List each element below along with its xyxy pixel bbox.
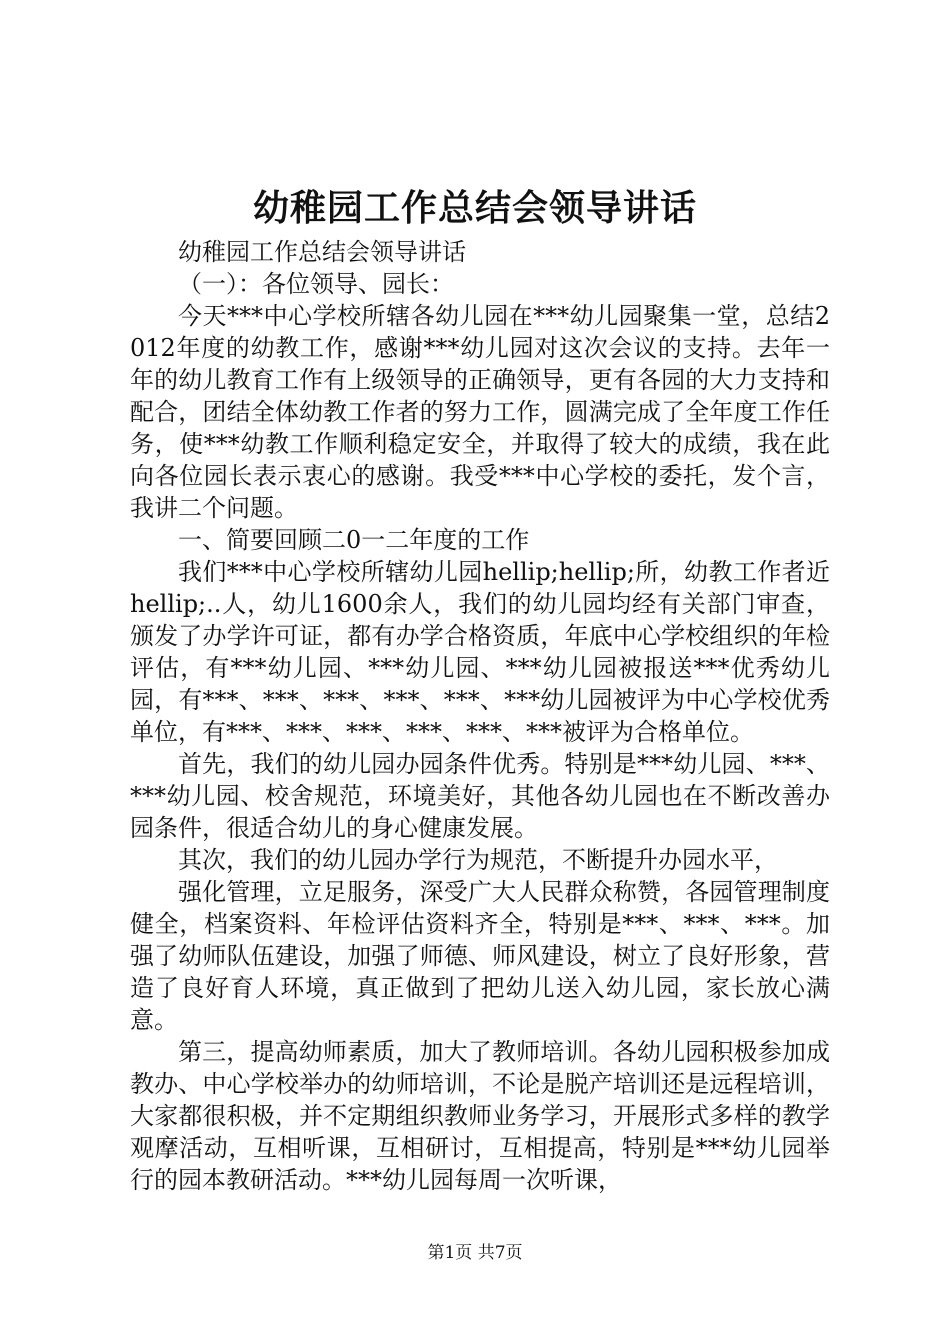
document-body	[130, 236, 830, 1196]
intro-paragraph: 今天***中心学校所辖各幼儿园在***幼儿园聚集一堂，总结2012年度的幼教工作，感谢***幼儿园对这次会议的支持。去年一年的幼儿教育工作有上级领导的正确领导，更有各园的大力支持和配合，团结全体幼教工作者的努力工作，圆满完成了全年度工作任务，使***幼教工作顺利稳定安全，并取得了较大的成绩，我在此向各位园长表示衷心的感谢。我受***中心学校的委托，发个言，我讲二个问题。	[130, 302, 830, 522]
management-paragraph: 强化管理，立足服务，深受广大人民群众称赞，各园管理制度健全，档案资料、年检评估资料齐全，特别是***、***、***。加强了幼师队伍建设，加强了师德、师风建设，树立了良好形象，营造了良好育人环境，真正做到了把幼儿送入幼儿园，家长放心满意。	[130, 878, 830, 1034]
document-title: 幼稚园工作总结会领导讲话	[252, 187, 697, 229]
third-point-paragraph: 第三，提高幼师素质，加大了教师培训。各幼儿园积极参加成教办、中心学校举办的幼师培训，不论是脱产培训还是远程培训，大家都很积极，并不定期组织教师业务学习，开展形式多样的教学观摩活动，互相听课，互相研讨，互相提高，特别是***幼儿园举行的园本教研活动。***幼儿园每周一次听课，	[130, 1038, 830, 1194]
salutation-paragraph: （一）：各位领导、园长：	[178, 270, 454, 298]
overview-paragraph: 我们***中心学校所辖幼儿园hellip;hellip;所，幼教工作者近hellip;..人，幼儿1600余人，我们的幼儿园均经有关部门审查，颁发了办学许可证，都有办学合格资质，年底中心学校组织的年检评估，有***幼儿园、***幼儿园、***幼儿园被报送***优秀幼儿园，有***、***、***、***、***、***幼儿园被评为中心学校优秀单位，有***、***、***、***、***、***被评为合格单位。	[130, 558, 830, 746]
second-point-paragraph: 其次，我们的幼儿园办学行为规范，不断提升办园水平，	[178, 846, 778, 874]
section-heading: 一、简要回顾二0一二年度的工作	[178, 526, 530, 554]
first-point-paragraph: 首先，我们的幼儿园办园条件优秀。特别是***幼儿园、***、***幼儿园、校舍规范，环境美好，其他各幼儿园也在不断改善办园条件，很适合幼儿的身心健康发展。	[130, 750, 830, 842]
subtitle-paragraph: 幼稚园工作总结会领导讲话	[178, 238, 466, 266]
page-number-footer: 第1页 共7页	[427, 1243, 523, 1263]
